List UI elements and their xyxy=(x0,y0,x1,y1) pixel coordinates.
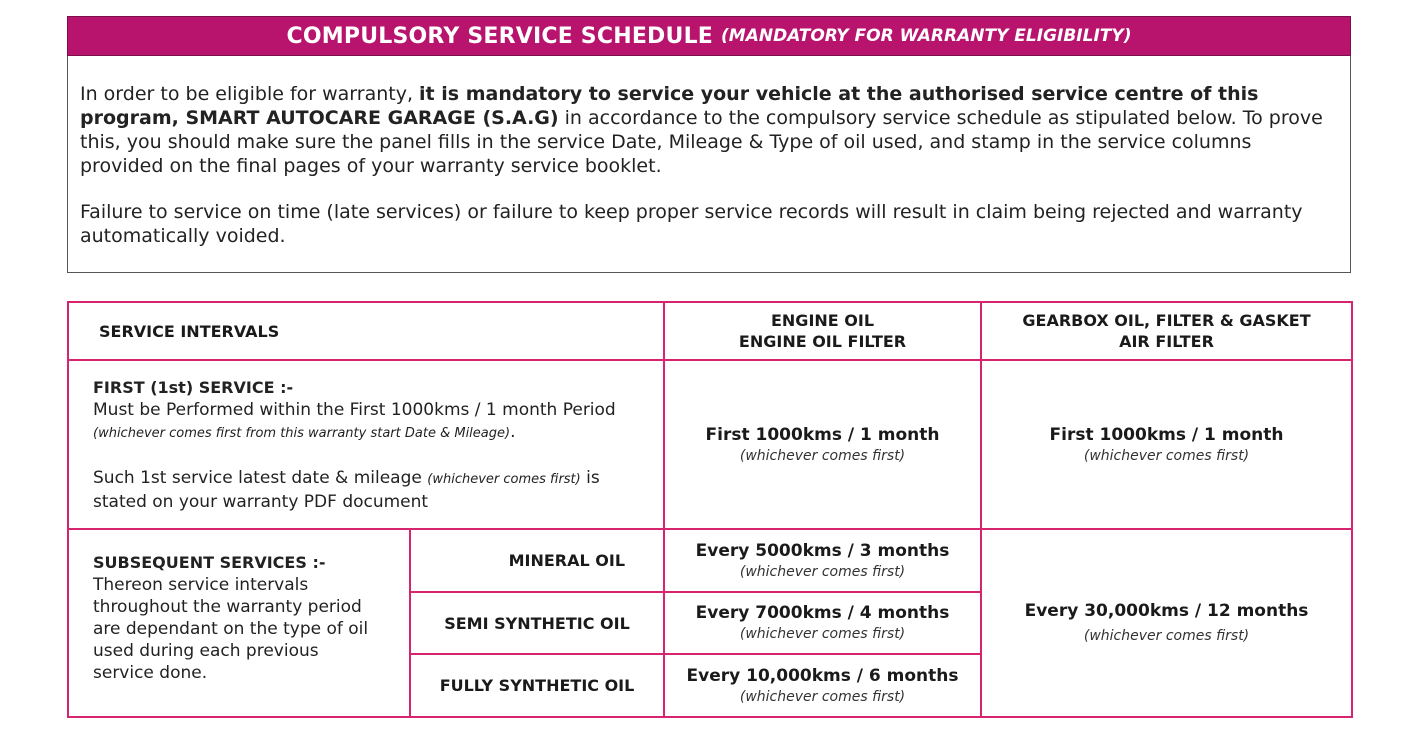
first-service-engine-cell: First 1000kms / 1 month (whichever comes first) xyxy=(664,360,981,529)
header-gearbox-oil: GEARBOX OIL, FILTER & GASKET AIR FILTER xyxy=(981,302,1352,360)
header-engine-oil: ENGINE OIL ENGINE OIL FILTER xyxy=(664,302,981,360)
semi-synthetic-engine-cell: Every 7000kms / 4 months (whichever comes first) xyxy=(664,592,981,654)
first-service-title: FIRST (1st) SERVICE :- xyxy=(93,377,294,397)
oil-type-mineral: MINERAL OIL xyxy=(410,529,664,592)
warranty-notice xyxy=(67,56,1351,273)
fully-synthetic-engine-cell: Every 10,000kms / 6 months (whichever comes first) xyxy=(664,654,981,717)
banner-subtitle: (MANDATORY FOR WARRANTY ELIGIBILITY) xyxy=(721,26,1132,46)
first-service-gearbox-cell: First 1000kms / 1 month (whichever comes first) xyxy=(981,360,1352,529)
oil-type-fully-synthetic: FULLY SYNTHETIC OIL xyxy=(410,654,664,717)
first-service-description: FIRST (1st) SERVICE :- Must be Performed within the First 1000kms / 1 month Period (whichever comes first from this warranty start Date & Mileage). Such 1st service latest date & mileage (whichever comes first) is stated on your warranty PDF document xyxy=(68,360,664,529)
notice-paragraph-2: Failure to service on time (late services) or failure to keep proper service records will result in claim being rejected and warranty automatically voided. xyxy=(80,201,1303,247)
mineral-engine-cell: Every 5000kms / 3 months (whichever comes first) xyxy=(664,529,981,592)
table-row-first-service xyxy=(68,360,1352,529)
subsequent-services-title: SUBSEQUENT SERVICES :- xyxy=(93,553,326,572)
table-header-row xyxy=(68,302,1352,360)
schedule-banner xyxy=(67,16,1351,56)
service-schedule-table xyxy=(67,301,1353,718)
subsequent-services-description: SUBSEQUENT SERVICES :- Thereon service intervals throughout the warranty period are dependant on the type of oil used during each previous service done. xyxy=(68,529,410,717)
subsequent-gearbox-cell: Every 30,000kms / 12 months (whichever comes first) xyxy=(981,529,1352,717)
header-service-intervals: SERVICE INTERVALS xyxy=(68,302,664,360)
banner-title: COMPULSORY SERVICE SCHEDULE xyxy=(286,23,714,49)
oil-type-semi-synthetic: SEMI SYNTHETIC OIL xyxy=(410,592,664,654)
table-row-mineral-oil xyxy=(68,529,1352,592)
notice-paragraph-1: In order to be eligible for warranty, it is mandatory to service your vehicle at the authorised service centre of this program, SMART AUTOCARE GARAGE (S.A.G) in accordance to the compulsory service schedule as stipulated below. To prove this, you should make sure the panel fills in the service Date, Mileage & Type of oil used, and stamp in the service columns provided on the final pages of your warranty service booklet. xyxy=(80,83,1323,177)
